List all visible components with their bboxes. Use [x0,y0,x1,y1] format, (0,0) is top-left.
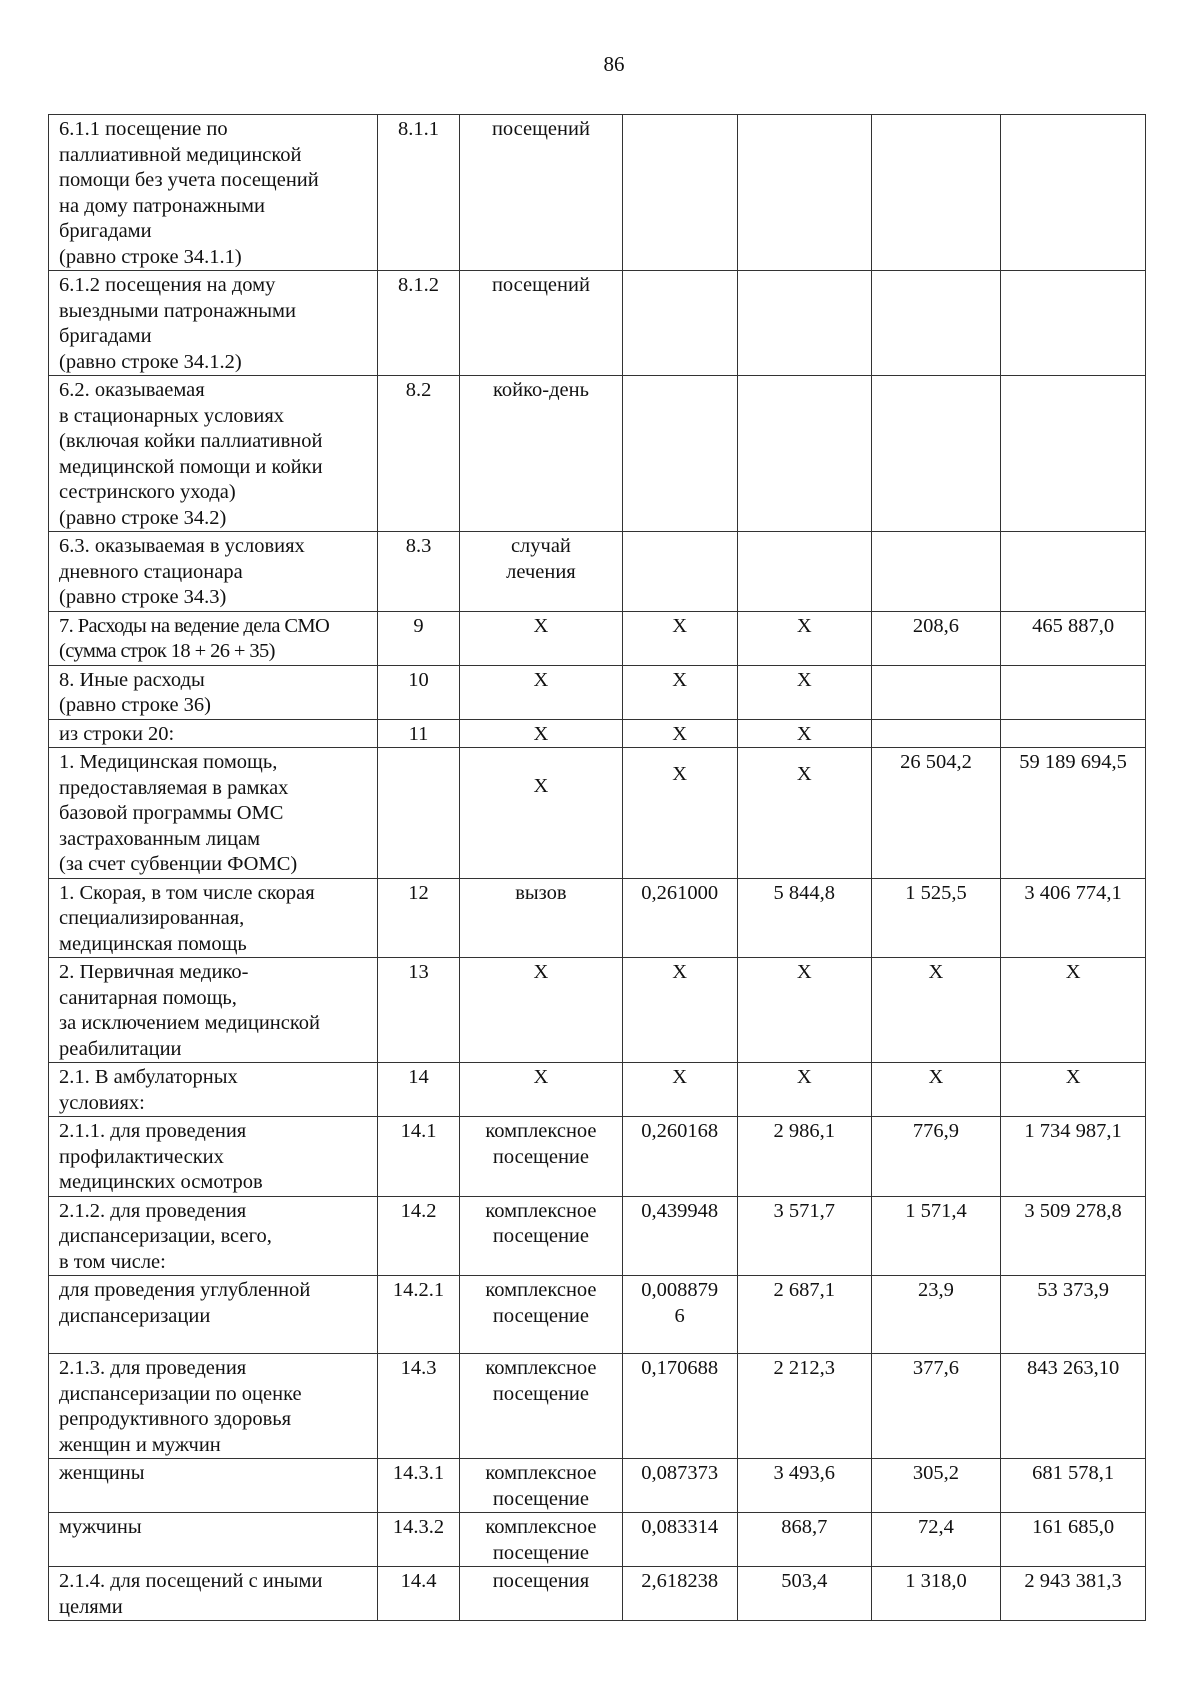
row-value-3: 1 525,5 [871,878,1001,958]
table-row [49,611,1146,665]
row-value-3: 26 504,2 [871,748,1001,879]
row-value-3: 776,9 [871,1117,1001,1197]
row-value-3: 1 571,4 [871,1196,1001,1276]
row-name: 8. Иные расходы (равно строке 36) [49,665,378,719]
row-value-3 [871,719,1001,748]
row-value-4 [1001,719,1146,748]
row-value-1: Х [622,611,737,665]
row-value-3: 305,2 [871,1459,1001,1513]
row-value-1 [622,115,737,271]
row-value-4: 1 734 987,1 [1001,1117,1146,1197]
row-name: 6.1.1 посещение по паллиативной медицинской помощи без учета посещений на дому патронажными бригадами (равно строке 34.1.1) [49,115,378,271]
row-unit: комплексное посещение [460,1196,622,1276]
row-code: 13 [377,958,460,1063]
table-row [49,376,1146,532]
row-value-2: Х [737,958,871,1063]
table-row [49,878,1146,958]
row-value-4: 59 189 694,5 [1001,748,1146,879]
row-value-3: 23,9 [871,1276,1001,1354]
row-code: 14.2 [377,1196,460,1276]
table-row [49,1513,1146,1567]
row-value-2: 3 493,6 [737,1459,871,1513]
row-value-1: 0,261000 [622,878,737,958]
row-name: для проведения углубленной диспансеризации [49,1276,378,1354]
row-unit: Х [460,958,622,1063]
row-value-4: 53 373,9 [1001,1276,1146,1354]
table-row [49,719,1146,748]
row-unit: койко-день [460,376,622,532]
row-code: 14.3.2 [377,1513,460,1567]
row-value-1: Х [622,719,737,748]
table-row [49,1276,1146,1354]
row-value-2: 2 687,1 [737,1276,871,1354]
row-value-3 [871,271,1001,376]
table-row [49,665,1146,719]
row-value-2: 868,7 [737,1513,871,1567]
table-row [49,1567,1146,1621]
row-value-4 [1001,532,1146,612]
row-value-2: Х [737,611,871,665]
row-value-4: 3 406 774,1 [1001,878,1146,958]
row-code: 8.1.1 [377,115,460,271]
row-value-2: Х [737,665,871,719]
row-value-3: 208,6 [871,611,1001,665]
table-row [49,1459,1146,1513]
row-name: 1. Скорая, в том числе скорая специализированная, медицинская помощь [49,878,378,958]
row-name: 6.3. оказываемая в условиях дневного стационара (равно строке 34.3) [49,532,378,612]
row-unit: посещения [460,1567,622,1621]
row-unit: Х [460,665,622,719]
row-value-1: Х [622,748,737,879]
row-name: 6.2. оказываемая в стационарных условиях (включая койки паллиативной медицинской помощи и койки сестринского ухода) (равно строке 34.2) [49,376,378,532]
row-name: женщины [49,1459,378,1513]
row-name: 6.1.2 посещения на дому выездными патронажными бригадами (равно строке 34.1.2) [49,271,378,376]
row-value-3: 377,6 [871,1354,1001,1459]
row-value-3: 1 318,0 [871,1567,1001,1621]
table-row [49,1117,1146,1197]
row-code: 10 [377,665,460,719]
table-row [49,1354,1146,1459]
table-row [49,271,1146,376]
row-value-1 [622,376,737,532]
row-value-1: 0,087373 [622,1459,737,1513]
row-name: 2.1.4. для посещений с иными целями [49,1567,378,1621]
row-value-1 [622,532,737,612]
row-value-3 [871,376,1001,532]
row-value-3: Х [871,958,1001,1063]
row-code: 8.1.2 [377,271,460,376]
row-unit: Х [460,1063,622,1117]
row-value-1: Х [622,665,737,719]
data-table [48,114,1146,1621]
row-value-2 [737,532,871,612]
row-code: 14.1 [377,1117,460,1197]
row-value-2 [737,271,871,376]
row-value-2: Х [737,719,871,748]
row-unit: комплексное посещение [460,1354,622,1459]
row-code: 14.2.1 [377,1276,460,1354]
row-value-2: 2 212,3 [737,1354,871,1459]
row-value-4: 2 943 381,3 [1001,1567,1146,1621]
row-value-4: 681 578,1 [1001,1459,1146,1513]
row-code: 11 [377,719,460,748]
row-name: 7. Расходы на ведение дела СМО (сумма строк 18 + 26 + 35) [49,611,378,665]
table-row [49,1063,1146,1117]
row-value-2: Х [737,748,871,879]
row-value-4: Х [1001,958,1146,1063]
table-row [49,532,1146,612]
row-name: 2.1. В амбулаторных условиях: [49,1063,378,1117]
row-value-4 [1001,376,1146,532]
row-name: 2.1.2. для проведения диспансеризации, всего, в том числе: [49,1196,378,1276]
row-code: 12 [377,878,460,958]
row-name: 1. Медицинская помощь, предоставляемая в рамках базовой программы ОМС застрахованным лицам (за счет субвенции ФОМС) [49,748,378,879]
row-code: 14.4 [377,1567,460,1621]
row-value-1: 0,008879 6 [622,1276,737,1354]
row-value-4: 465 887,0 [1001,611,1146,665]
table-row [49,115,1146,271]
row-unit: посещений [460,115,622,271]
row-value-4 [1001,665,1146,719]
row-unit: комплексное посещение [460,1117,622,1197]
row-value-1: 2,618238 [622,1567,737,1621]
row-value-4: 843 263,10 [1001,1354,1146,1459]
row-value-2: 503,4 [737,1567,871,1621]
row-value-1: Х [622,958,737,1063]
row-value-2: Х [737,1063,871,1117]
row-name: 2.1.3. для проведения диспансеризации по оценке репродуктивного здоровья женщин и мужчин [49,1354,378,1459]
row-value-2: 5 844,8 [737,878,871,958]
row-value-4 [1001,271,1146,376]
row-value-2 [737,115,871,271]
row-value-2: 3 571,7 [737,1196,871,1276]
row-unit: посещений [460,271,622,376]
row-value-2 [737,376,871,532]
row-value-4 [1001,115,1146,271]
row-value-4: 3 509 278,8 [1001,1196,1146,1276]
row-unit: вызов [460,878,622,958]
row-code: 8.3 [377,532,460,612]
row-unit: комплексное посещение [460,1276,622,1354]
row-value-1 [622,271,737,376]
table-row [49,1196,1146,1276]
row-unit: комплексное посещение [460,1513,622,1567]
row-code: 14.3.1 [377,1459,460,1513]
row-value-4: 161 685,0 [1001,1513,1146,1567]
row-value-1: 0,170688 [622,1354,737,1459]
table-row [49,958,1146,1063]
row-value-3: 72,4 [871,1513,1001,1567]
row-unit: Х [460,611,622,665]
row-name: 2.1.1. для проведения профилактических медицинских осмотров [49,1117,378,1197]
row-code [377,748,460,879]
row-code: 14 [377,1063,460,1117]
row-value-3 [871,665,1001,719]
row-value-1: 0,439948 [622,1196,737,1276]
row-value-3: Х [871,1063,1001,1117]
row-unit: Х [460,748,622,879]
row-code: 14.3 [377,1354,460,1459]
row-name: 2. Первичная медико- санитарная помощь, за исключением медицинской реабилитации [49,958,378,1063]
row-value-1: 0,083314 [622,1513,737,1567]
row-code: 9 [377,611,460,665]
row-unit: случай лечения [460,532,622,612]
row-value-2: 2 986,1 [737,1117,871,1197]
row-value-3 [871,115,1001,271]
row-value-4: Х [1001,1063,1146,1117]
row-name: из строки 20: [49,719,378,748]
table-row [49,748,1146,879]
row-value-1: Х [622,1063,737,1117]
page-number: 86 [603,52,625,76]
row-name: мужчины [49,1513,378,1567]
row-unit: Х [460,719,622,748]
row-unit: комплексное посещение [460,1459,622,1513]
row-value-3 [871,532,1001,612]
row-code: 8.2 [377,376,460,532]
row-value-1: 0,260168 [622,1117,737,1197]
